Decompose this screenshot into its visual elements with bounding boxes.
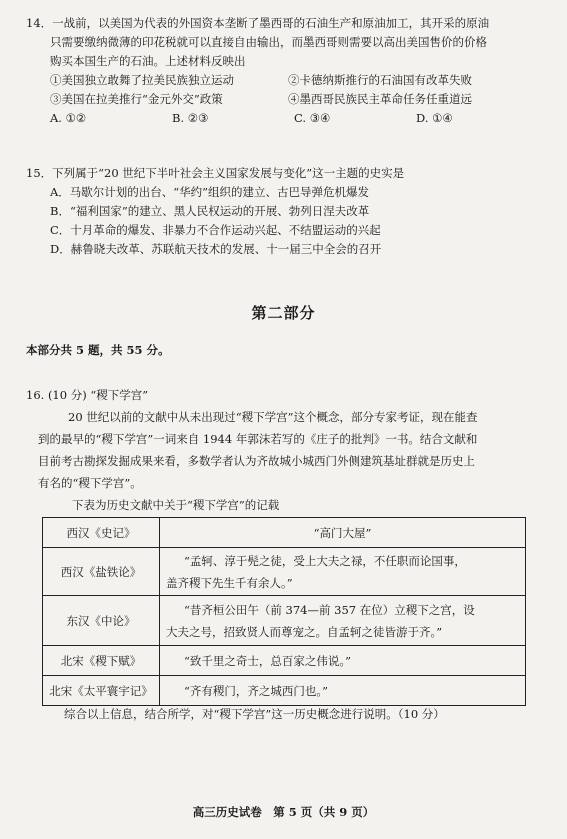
q14-stem-line-2: 只需要缴纳微薄的印花税就可以直接自由输出，而墨西哥则需要以高出美国售价的价格 [50,35,487,49]
q15-stem: 15．下列属于“20 世纪下半叶社会主义国家发展与变化”这一主题的史实是 [26,166,405,180]
record-source: 西汉《盐铁论》 [43,548,160,596]
q14-options [26,109,546,128]
q15-option-c[interactable]: C．十月革命的爆发、非暴力不合作运动兴起、不结盟运动的兴起 [50,223,381,237]
q14-statement-2: ②卡德纳斯推行的石油国有改革失败 [288,73,472,87]
q14-option-a[interactable]: A. ①② [50,111,87,125]
page-footer: 高三历史试卷 第 5 页（共 9 页） [192,805,375,819]
q16-paragraph-line-4: 有名的“稷下学宫”。 [38,476,142,490]
q16-table-caption: 下表为历史文献中关于“稷下学宫”的记载 [72,498,280,512]
record-text: “高门大屋” [160,518,526,548]
table-row [43,676,526,706]
q15-option-a[interactable]: A．马歇尔计划的出台、“华约”组织的建立、古巴导弹危机爆发 [50,185,370,199]
table-row [43,548,526,596]
q14-stem-line-1: 14．一战前，以美国为代表的外国资本垄断了墨西哥的石油生产和原油加工，其开采的原油 [26,16,490,30]
q14-statement-4: ④墨西哥民族民主革命任务任重道远 [288,92,472,106]
table-row [43,518,526,548]
question-15 [26,164,546,259]
record-source: 北宋《太平寰宇记》 [43,676,160,706]
q16-paragraph [26,406,546,494]
q16-heading: 16. (10 分) “稷下学宫” [26,388,149,402]
record-text [160,596,526,646]
record-source: 东汉《中论》 [43,596,160,646]
q16-paragraph-line-3: 目前考古勘探发掘成果来看，多数学者认为齐故城小城西门外侧建筑基址群就是历史上 [38,454,475,468]
records-table [42,517,526,706]
record-text: “齐有稷门，齐之城西门也。” [160,676,526,706]
q14-statements-row-1 [26,71,546,90]
q14-option-b[interactable]: B. ②③ [172,111,209,125]
record-source: 北宋《稷下赋》 [43,646,160,676]
q14-option-c[interactable]: C. ③④ [294,111,331,125]
record-source: 西汉《史记》 [43,518,160,548]
part-two-note: 本部分共 5 题，共 55 分。 [26,343,170,357]
question-16 [26,384,546,516]
part-two-title: 第二部分 [251,304,316,322]
record-text: “致千里之奇士，总百家之伟说。” [160,646,526,676]
q16-paragraph-line-2: 到的最早的“稷下学宫”一词来自 1944 年郭沫若写的《庄子的批判》一书。结合文献和 [38,432,478,446]
q14-stem-line-3: 购买本国生产的石油。上述材料反映出 [50,54,246,68]
question-14 [26,14,546,128]
record-text [160,548,526,596]
q15-option-d[interactable]: D．赫鲁晓夫改革、苏联航天技术的发展、十一届三中全会的召开 [50,242,382,256]
q15-option-b[interactable]: B．“福利国家”的建立、黑人民权运动的开展、勃列日涅夫改革 [50,204,370,218]
q14-option-d[interactable]: D. ①④ [416,111,453,125]
q16-prompt: 综合以上信息，结合所学，对“稷下学宫”这一历史概念进行说明。（10 分） [64,707,445,721]
record-text-line-2: 盖齐稷下先生千有余人。” [166,575,293,590]
q14-statement-3: ③美国在拉美推行“金元外交”政策 [50,92,223,106]
record-text-line-1: “昔齐桓公田午（前 374—前 357 在位）立稷下之宫，设 [184,602,475,617]
record-text-line-2: 大夫之号，招致贤人而尊宠之。自孟轲之徒皆游于齐。” [166,624,443,639]
table-row [43,596,526,646]
record-text-line-1: “孟轲、淳于髡之徒，受上大夫之禄，不任职而论国事， [184,553,466,568]
table-row [43,646,526,676]
q16-paragraph-line-1: 20 世纪以前的文献中从未出现过“稷下学宫”这个概念，部分专家考证，现在能查 [68,410,478,424]
q14-statement-1: ①美国独立敢舞了拉美民族独立运动 [50,73,234,87]
q14-statements-row-2 [26,90,546,109]
